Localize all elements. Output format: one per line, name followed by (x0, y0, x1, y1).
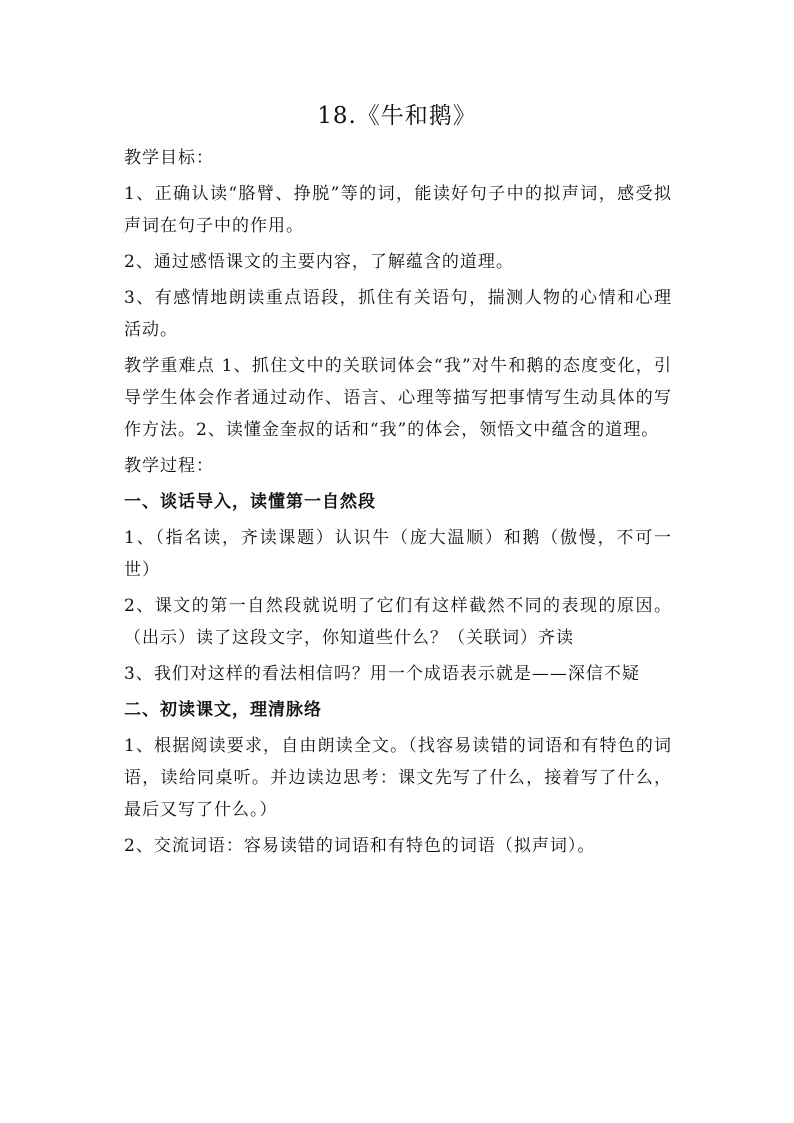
document-title: 18.《牛和鹅》 (317, 103, 477, 129)
paragraph-key-difficulties: 教学重难点 1、抓住文中的关联词体会“我”对牛和鹅的态度变化，引导学生体会作者通过动作、语言、心理等描写把事情写生动具体的写作方法。2、读懂金奎叔的话和“我”的体会，领悟文中蕴含的道理。 (124, 356, 672, 440)
section-heading-2: 二、初读课文，理清脉络 (124, 700, 322, 720)
paragraph-step-1-1: 1、（指名读，齐读课题）认识牛（庞大温顺）和鹅（傲慢，不可一世） (124, 528, 672, 580)
paragraph-objective-2: 2、通过感悟课文的主要内容，了解蕴含的道理。 (124, 252, 514, 272)
paragraph-process-heading: 教学过程： (124, 456, 214, 476)
document-body (124, 142, 672, 862)
paragraph-objective-3: 3、有感情地朗读重点语段，抓住有关语句，揣测人物的心情和心理活动。 (124, 288, 672, 340)
paragraph-step-1-2: 2、课文的第一自然段就说明了它们有这样截然不同的表现的原因。（出示）读了这段文字，你知道些什么？（关联词）齐读 (124, 596, 672, 648)
paragraph-step-2-1: 1、根据阅读要求，自由朗读全文。（找容易读错的词语和有特色的词语，读给同桌听。并边读边思考：课文先写了什么，接着写了什么，最后又写了什么。） (124, 736, 672, 820)
paragraph-step-2-2: 2、交流词语：容易读错的词语和有特色的词语（拟声词）。 (124, 836, 596, 856)
paragraph-step-1-3: 3、我们对这样的看法相信吗？用一个成语表示就是——深信不疑 (124, 664, 640, 684)
paragraph-objectives-heading: 教学目标： (124, 148, 214, 168)
section-heading-1: 一、谈话导入，读懂第一自然段 (124, 492, 376, 512)
paragraph-objective-1: 1、正确认读“胳臂、挣脱”等的词，能读好句子中的拟声词，感受拟声词在句子中的作用。 (124, 184, 672, 236)
